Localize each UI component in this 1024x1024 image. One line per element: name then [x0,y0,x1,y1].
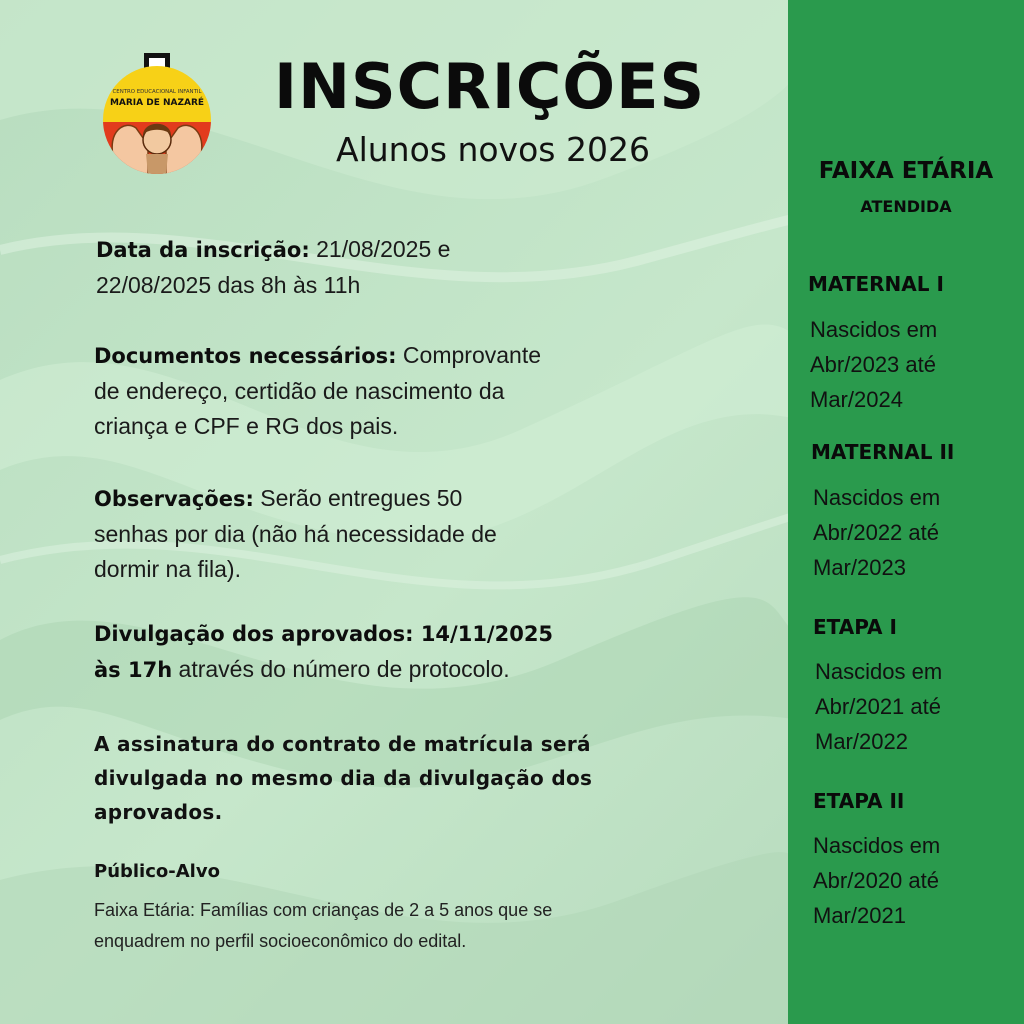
page-title: INSCRIÇÕES [274,50,706,123]
group-etapa-1-line-3: Mar/2022 [815,729,908,754]
group-maternal-1-line-1: Nascidos em [810,317,938,342]
group-etapa-1-range [815,654,1015,759]
publico-alvo-heading: Público-Alvo [94,861,220,882]
school-logo [96,50,218,174]
sidebar-title: FAIXA ETÁRIA [818,158,994,184]
documentos-line-3: criança e CPF e RG dos pais. [94,413,399,439]
divulgacao-block [94,616,553,688]
group-etapa-1-name: ETAPA I [813,615,897,639]
group-maternal-2-range [813,480,1013,585]
publico-line-1: Faixa Etária: Famílias com crianças de 2 a 5 anos que se [94,900,553,920]
inscricao-line-1 [96,232,450,268]
group-etapa-2-line-3: Mar/2021 [813,903,906,928]
note-line-1: A assinatura do contrato de matrícula será [94,732,591,756]
inscricao-date-1: 21/08/2025 e [309,236,451,262]
group-etapa-2-name: ETAPA II [813,789,905,813]
logo-line1: CENTRO EDUCACIONAL INFANTIL [112,89,202,95]
inscricao-label: Data da inscrição: [96,238,310,262]
divulgacao-line-2 [94,652,553,688]
divulgacao-line-1 [94,616,553,652]
group-maternal-1-range [810,312,1010,417]
group-maternal-2-line-3: Mar/2023 [813,555,906,580]
group-etapa-2-line-1: Nascidos em [813,833,941,858]
contract-note [94,727,694,829]
group-maternal-2-line-2: Abr/2022 até [813,520,939,545]
inscricao-block [96,232,450,303]
sidebar-subtitle: ATENDIDA [860,197,952,216]
observacoes-line-1 [94,481,497,517]
inscricao-line-2: 22/08/2025 das 8h às 11h [96,272,361,298]
logo-line2: MARIA DE NAZARÉ [109,98,205,108]
group-etapa-1-line-2: Abr/2021 até [815,694,941,719]
group-maternal-2-name: MATERNAL II [811,440,955,464]
note-line-2: divulgada no mesmo dia da divulgação dos [94,766,593,790]
documentos-label: Documentos necessários: [94,344,397,368]
age-range-sidebar [788,0,1024,1024]
note-line-3: aprovados. [94,800,223,824]
observacoes-label: Observações: [94,487,254,511]
group-maternal-1-name: MATERNAL I [808,272,944,296]
divulgacao-time: às 17h [94,658,173,682]
observacoes-block [94,481,497,587]
divulgacao-label: Divulgação dos aprovados: 14/11/2025 [94,622,554,646]
group-etapa-2-line-2: Abr/2020 até [813,868,939,893]
documentos-line-2: de endereço, certidão de nascimento da [94,378,505,404]
group-etapa-2-range [813,828,1013,933]
publico-alvo-text [94,895,754,957]
group-etapa-1-line-1: Nascidos em [815,659,943,684]
documentos-line-1 [94,338,541,374]
page-subtitle: Alunos novos 2026 [336,130,650,169]
observacoes-line-3: dormir na fila). [94,556,241,582]
observacoes-text-1: Serão entregues 50 [253,485,463,511]
divulgacao-text: através do número de protocolo. [172,656,510,682]
documentos-block [94,338,541,444]
group-maternal-2-line-1: Nascidos em [813,485,941,510]
publico-line-2: enquadrem no perfil socioeconômico do edital. [94,931,467,951]
observacoes-line-2: senhas por dia (não há necessidade de [94,521,497,547]
documentos-text-1: Comprovante [396,342,542,368]
group-maternal-1-line-3: Mar/2024 [810,387,903,412]
group-maternal-1-line-2: Abr/2023 até [810,352,936,377]
